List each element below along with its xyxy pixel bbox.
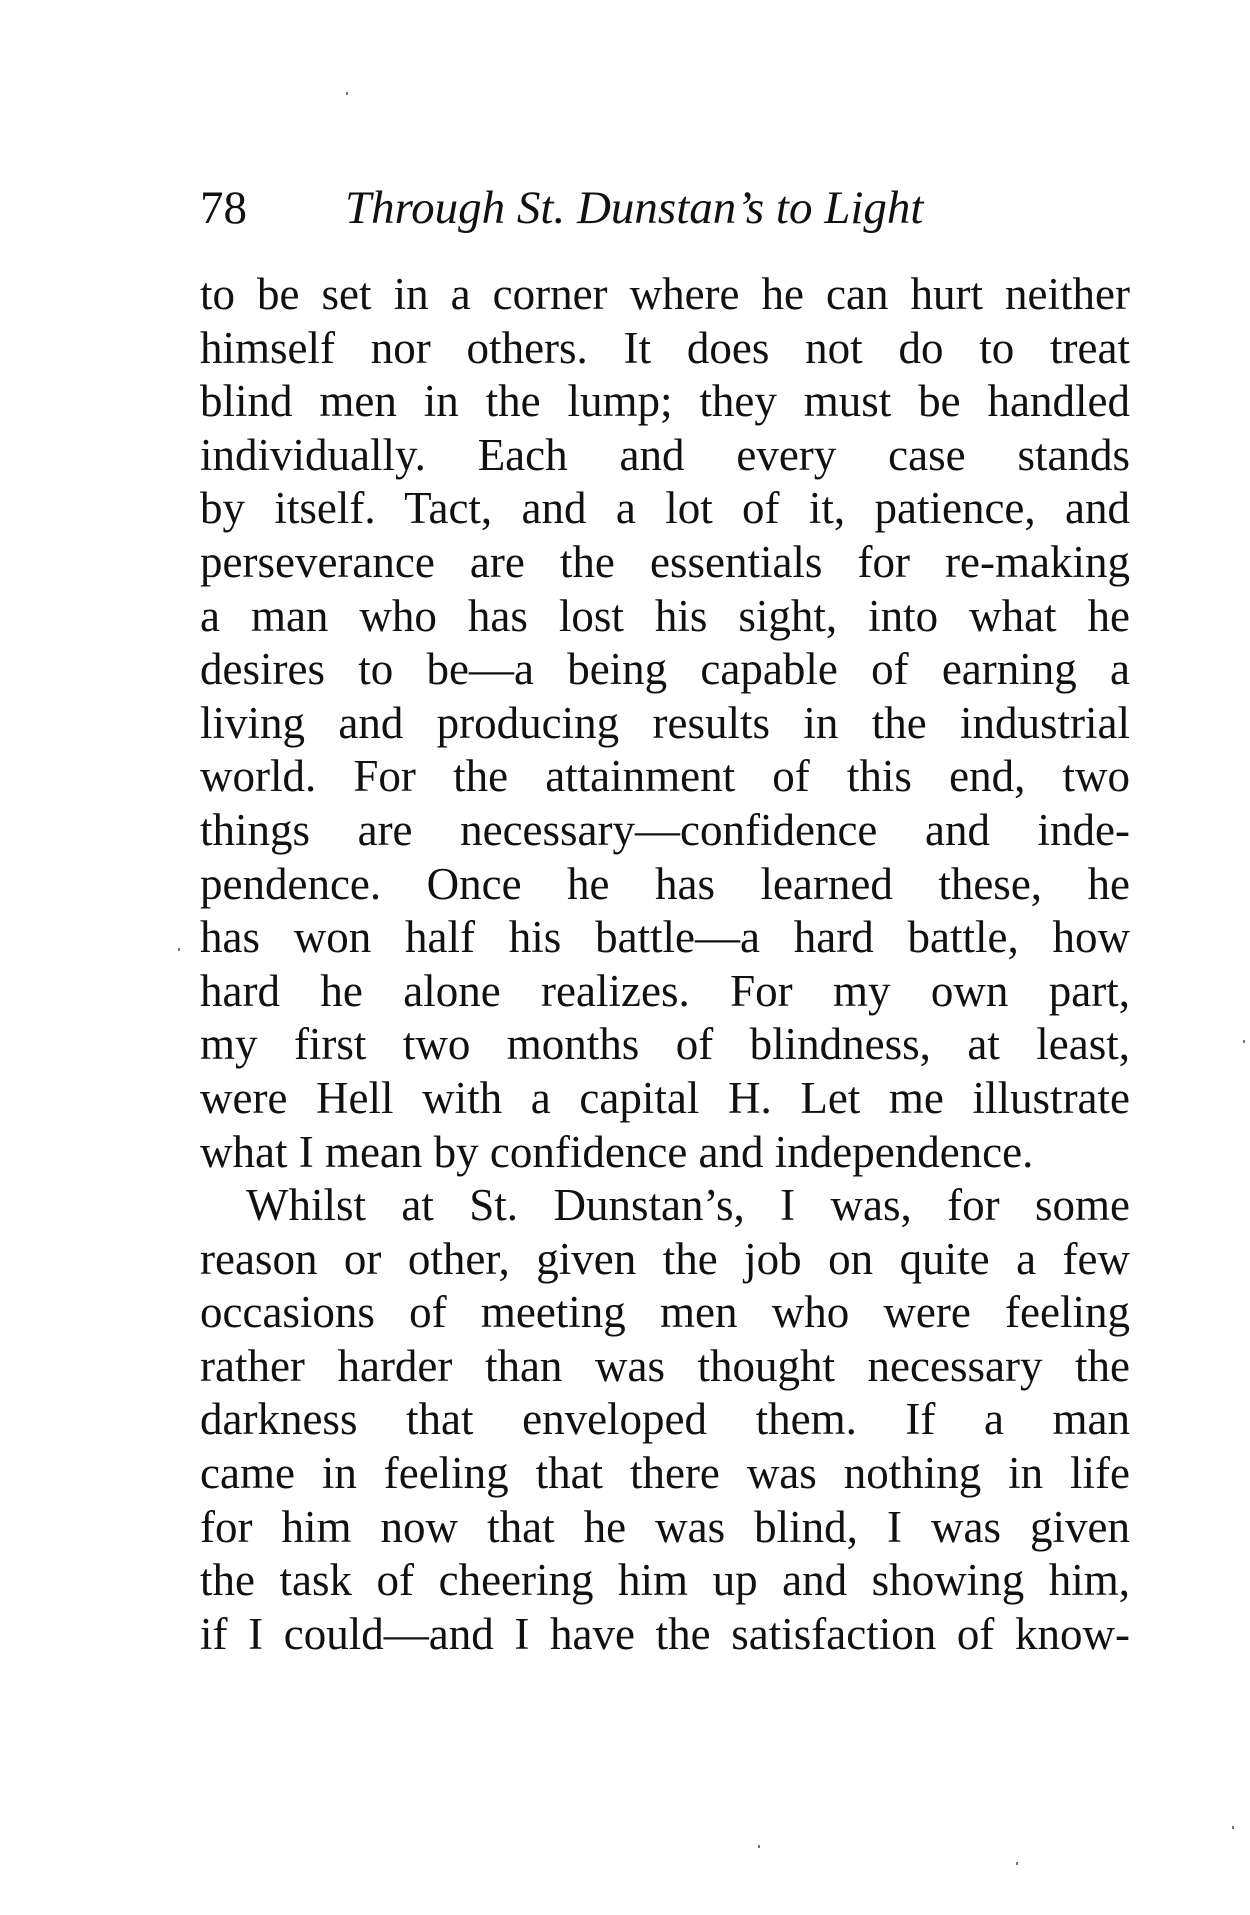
text-line: occasions of meeting men who were feeling (200, 1287, 1130, 1338)
scan-speck (1243, 1040, 1245, 1043)
text-line: were Hell with a capital H. Let me illustrate (200, 1072, 1130, 1123)
text-line: to be set in a corner where he can hurt neither (200, 269, 1130, 319)
body-text (200, 268, 1130, 1661)
text-line: things are necessary—confidence and inde- (200, 804, 1130, 855)
text-line: has won half his battle—a hard battle, how (200, 912, 1130, 963)
scan-speck (346, 92, 348, 95)
text-line: world. For the attainment of this end, two (200, 751, 1130, 802)
text-line: rather harder than was thought necessary the (200, 1340, 1130, 1391)
text-line: desires to be—a being capable of earning a (200, 644, 1130, 695)
text-line: reason or other, given the job on quite a few (200, 1233, 1130, 1284)
text-line: if I could—and I have the satisfaction of know- (200, 1608, 1130, 1659)
scan-speck (1016, 1862, 1018, 1865)
text-line: hard he alone realizes. For my own part, (200, 965, 1130, 1016)
scan-speck (758, 1845, 760, 1848)
text-line: pendence. Once he has learned these, he (200, 858, 1130, 909)
text-line: the task of cheering him up and showing him, (200, 1555, 1130, 1606)
text-line: my first two months of blindness, at least, (200, 1019, 1130, 1070)
text-line: by itself. Tact, and a lot of it, patience, and (200, 483, 1130, 534)
text-line: darkness that enveloped them. If a man (200, 1394, 1130, 1445)
scan-speck (1232, 1826, 1234, 1829)
text-line: living and producing results in the industrial (200, 697, 1130, 748)
text-line: individually. Each and every case stands (200, 429, 1130, 480)
text-line: Whilst at St. Dunstan’s, I was, for some (246, 1180, 1130, 1231)
scan-speck (178, 948, 180, 951)
text-line: for him now that he was blind, I was given (200, 1501, 1130, 1552)
running-head (200, 178, 1130, 238)
text-line: blind men in the lump; they must be handled (200, 376, 1130, 427)
text-line: perseverance are the essentials for re-making (200, 536, 1130, 587)
text-line: himself nor others. It does not do to treat (200, 322, 1130, 373)
page-number: 78 (200, 182, 247, 234)
text-line: a man who has lost his sight, into what he (200, 590, 1130, 641)
text-line: what I mean by confidence and independence. (200, 1126, 1034, 1177)
book-title: Through St. Dunstan’s to Light (345, 182, 924, 234)
text-line: came in feeling that there was nothing in life (200, 1448, 1130, 1499)
